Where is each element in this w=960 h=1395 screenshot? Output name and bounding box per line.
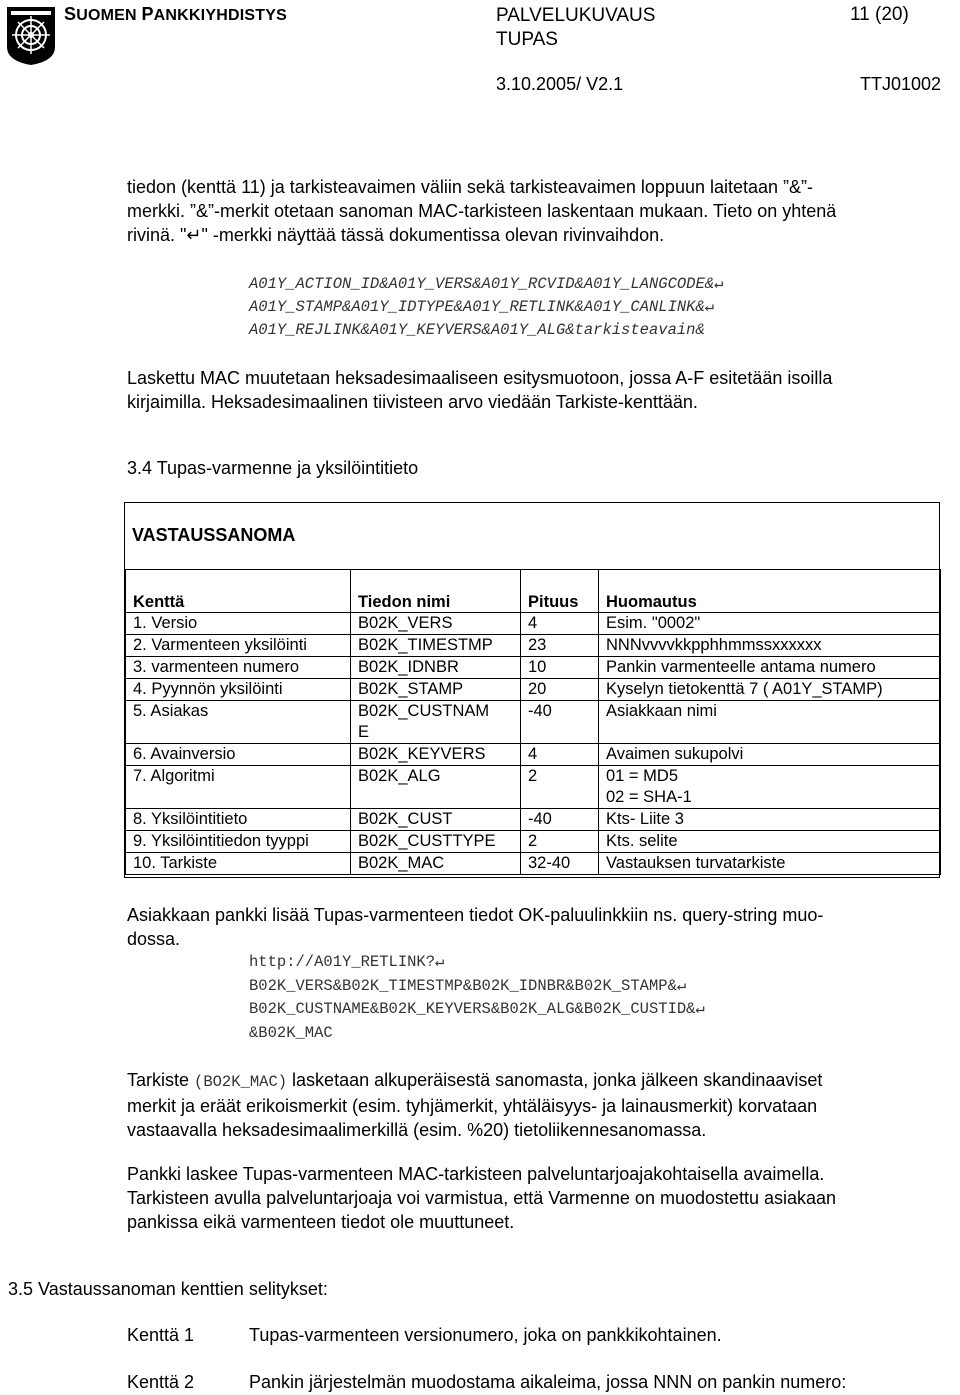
document-id: TTJ01002 <box>860 74 942 94</box>
cell-field: 4. Pyynnön yksilöinti <box>126 679 351 701</box>
cell-length: 10 <box>521 657 599 679</box>
cell-length: 2 <box>521 831 599 853</box>
cell-name: B02K_STAMP <box>351 679 521 701</box>
cell-length: 4 <box>521 613 599 635</box>
cell-field: 2. Varmenteen yksilöinti <box>126 635 351 657</box>
text-line <box>127 1068 927 1094</box>
response-code-block <box>249 951 705 1045</box>
text-line: pankissa eikä varmenteen tiedot ole muuttuneet. <box>127 1212 515 1232</box>
cell-note: Pankin varmenteelle antama numero <box>599 657 941 679</box>
association-logo <box>5 5 57 67</box>
code-line: B02K_CUSTNAME&B02K_KEYVERS&B02K_ALG&B02K_CUSTID&↵ <box>249 1000 705 1018</box>
field-desc-key: Kenttä 2 <box>127 1372 195 1392</box>
organization-name: SUOMEN PANKKIYHDISTYS <box>64 4 287 24</box>
cell-length: 32-40 <box>521 853 599 875</box>
cell-field: 8. Yksilöintitieto <box>126 809 351 831</box>
intro-line: rivinä. "↵" -merkki näyttää tässä dokumentissa olevan rivinvaihdon. <box>127 225 665 245</box>
cell-note: Kyselyn tietokenttä 7 ( A01Y_STAMP) <box>599 679 941 701</box>
table-row <box>126 853 941 875</box>
mac-note-paragraph <box>127 366 927 414</box>
header-length: Pituus <box>521 570 599 613</box>
intro-paragraph <box>127 175 927 247</box>
table-row <box>126 809 941 831</box>
cell-field: 5. Asiakas <box>126 701 351 744</box>
cell-length: -40 <box>521 809 599 831</box>
request-code-block <box>249 273 723 342</box>
table-row <box>126 657 941 679</box>
table-row <box>126 831 941 853</box>
section-heading-3-4: 3.4 Tupas-varmenne ja yksilöintitieto <box>127 458 419 478</box>
table-header-row <box>126 570 941 613</box>
table-body <box>126 613 941 875</box>
cell-note: NNNvvvvkkpphhmmssxxxxxx <box>599 635 941 657</box>
cell-length: 20 <box>521 679 599 701</box>
text-fragment: Tarkiste <box>127 1070 195 1090</box>
query-note-paragraph <box>127 903 927 951</box>
cell-name: B02K_IDNBR <box>351 657 521 679</box>
cell-note: Kts- Liite 3 <box>599 809 941 831</box>
cell-length: 23 <box>521 635 599 657</box>
text-line: Tarkisteen avulla palveluntarjoaja voi varmistua, että Varmenne on muodostettu asiakaan <box>127 1188 837 1208</box>
cell-note: Kts. selite <box>599 831 941 853</box>
code-line: B02K_VERS&B02K_TIMESTMP&B02K_IDNBR&B02K_STAMP&↵ <box>249 976 687 995</box>
text-line: merkit ja eräät erikoismerkit (esim. tyhjämerkit, yhtäläisyys- ja lainausmerkit) korvataan <box>127 1096 818 1116</box>
text-line: kirjaimilla. Heksadesimaalinen tiivisteen arvo viedään Tarkiste-kenttään. <box>127 392 698 412</box>
cell-name: B02K_KEYVERS <box>351 744 521 766</box>
table-row <box>126 613 941 635</box>
table-row <box>126 766 941 809</box>
text-line: Laskettu MAC muutetaan heksadesimaaliseen esitysmuotoon, jossa A-F esitetään isoilla <box>127 368 833 388</box>
text-fragment: lasketaan alkuperäisestä sanomasta, jonka jälkeen skandinaaviset <box>287 1070 823 1090</box>
field-desc-value: Tupas-varmenteen versionumero, joka on pankkikohtainen. <box>249 1325 722 1345</box>
document-subject: TUPAS <box>496 29 558 50</box>
table-row <box>126 744 941 766</box>
cell-name: B02K_CUST <box>351 809 521 831</box>
header-note: Huomautus <box>599 570 941 613</box>
text-line: vastaavalla heksadesimaalimerkillä (esim. %20) tietoliikennesanomassa. <box>127 1120 707 1140</box>
cell-note: Esim. "0002" <box>599 613 941 635</box>
code-line: A01Y_ACTION_ID&A01Y_VERS&A01Y_RCVID&A01Y_LANGCODE&↵ <box>249 275 724 293</box>
cell-note: 01 = MD5 02 = SHA-1 <box>599 766 941 809</box>
document-type: PALVELUKUVAUS <box>496 5 656 26</box>
code-line: &B02K_MAC <box>249 1023 333 1042</box>
cell-length: 4 <box>521 744 599 766</box>
cell-field: 7. Algoritmi <box>126 766 351 809</box>
page-number: 11 (20) <box>850 4 909 25</box>
code-line: http://A01Y_RETLINK?↵ <box>249 953 445 971</box>
fields-table <box>125 569 941 875</box>
table-row <box>126 635 941 657</box>
cell-field: 10. Tarkiste <box>126 853 351 875</box>
text-line: dossa. <box>127 929 181 949</box>
cell-note: Vastauksen turvatarkiste <box>599 853 941 875</box>
text-line: Asiakkaan pankki lisää Tupas-varmenteen tiedot OK-paluulinkkiin ns. query-string muo- <box>127 905 824 925</box>
cell-name: B02K_CUSTTYPE <box>351 831 521 853</box>
field-desc-value: Pankin järjestelmän muodostama aikaleima, jossa NNN on pankin numero: <box>249 1372 847 1392</box>
cell-name: B02K_CUSTNAM E <box>351 701 521 744</box>
cell-length: 2 <box>521 766 599 809</box>
table-title: VASTAUSSANOMA <box>132 525 296 545</box>
cell-note: Avaimen sukupolvi <box>599 744 941 766</box>
cell-field: 1. Versio <box>126 613 351 635</box>
table-row <box>126 701 941 744</box>
response-message-table <box>124 502 940 878</box>
cell-name: B02K_VERS <box>351 613 521 635</box>
text-line: Pankki laskee Tupas-varmenteen MAC-tarkisteen palveluntarjoajakohtaisella avaimella. <box>127 1164 825 1184</box>
intro-line: tiedon (kenttä 11) ja tarkisteavaimen väliin sekä tarkisteavaimen loppuun laitetaan ”&”- <box>127 177 814 197</box>
cell-name: B02K_TIMESTMP <box>351 635 521 657</box>
cell-name: B02K_ALG <box>351 766 521 809</box>
cell-field: 3. varmenteen numero <box>126 657 351 679</box>
checksum-note-paragraph <box>127 1068 927 1142</box>
date-version: 3.10.2005/ V2.1 <box>496 74 624 94</box>
cell-length: -40 <box>521 701 599 744</box>
bank-note-paragraph <box>127 1162 927 1234</box>
cell-field: 9. Yksilöintitiedon tyyppi <box>126 831 351 853</box>
code-line: A01Y_REJLINK&A01Y_KEYVERS&A01Y_ALG&tarkisteavain& <box>249 321 705 339</box>
inline-code: (BO2K_MAC) <box>194 1073 288 1091</box>
code-line: A01Y_STAMP&A01Y_IDTYPE&A01Y_RETLINK&A01Y_CANLINK&↵ <box>249 298 715 316</box>
table-row <box>126 679 941 701</box>
cell-name: B02K_MAC <box>351 853 521 875</box>
section-heading-3-5: 3.5 Vastaussanoman kenttien selitykset: <box>8 1279 328 1299</box>
header-name: Tiedon nimi <box>351 570 521 613</box>
header-field: Kenttä <box>126 570 351 613</box>
document-title <box>496 4 655 52</box>
cell-note: Asiakkaan nimi <box>599 701 941 744</box>
cell-field: 6. Avainversio <box>126 744 351 766</box>
intro-line: merkki. ”&”-merkit otetaan sanoman MAC-tarkisteen laskentaan mukaan. Tieto on yhtenä <box>127 201 837 221</box>
field-desc-key: Kenttä 1 <box>127 1325 195 1345</box>
